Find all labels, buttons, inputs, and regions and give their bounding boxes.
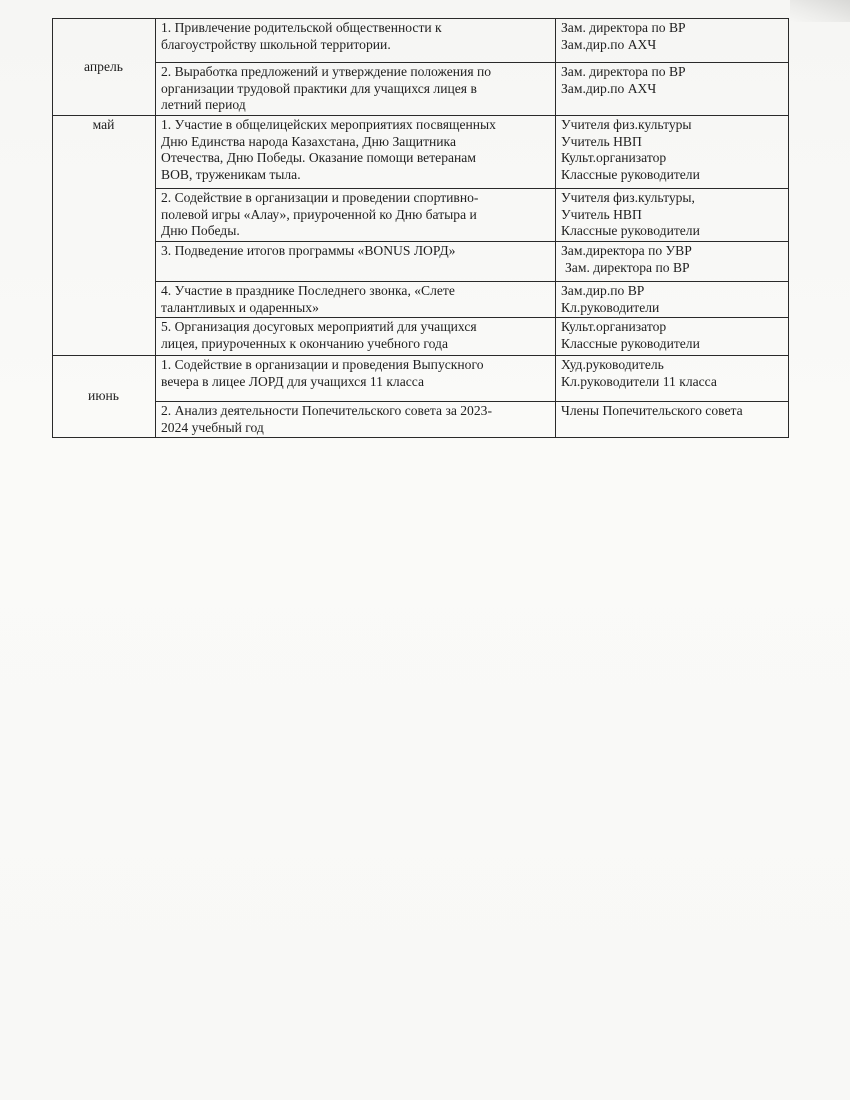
- responsible-line: Зам. директора по ВР: [565, 259, 690, 275]
- responsible-cell: [556, 242, 789, 282]
- event-cell: [156, 356, 556, 402]
- responsible-line: Учитель НВП: [561, 133, 642, 149]
- event-line: 1. Привлечение родительской общественности к: [161, 20, 442, 35]
- event-cell: [156, 189, 556, 242]
- responsible-line: Зам. директора по ВР: [561, 20, 686, 35]
- responsible-line: Худ.руководитель: [561, 357, 664, 372]
- event-line: 1. Участие в общелицейских мероприятиях посвященных: [161, 117, 496, 132]
- responsible-cell: [556, 189, 789, 242]
- table-row: [53, 116, 789, 189]
- event-line: 2. Содействие в организации и проведении спортивно-: [161, 190, 479, 205]
- responsible-cell: [556, 282, 789, 318]
- responsible-line: Классные руководители: [561, 335, 700, 351]
- responsible-line: Зам.директора по УВР: [561, 243, 692, 258]
- responsible-cell: [556, 19, 789, 63]
- event-line: благоустройству школьной территории.: [161, 36, 391, 52]
- month-cell-may: май: [53, 116, 156, 356]
- responsible-line: Культ.организатор: [561, 319, 667, 334]
- table-row: [53, 318, 789, 356]
- table-row: [53, 189, 789, 242]
- event-cell: [156, 116, 556, 189]
- event-cell: [156, 63, 556, 116]
- table-row: [53, 402, 789, 438]
- event-line: 3. Подведение итогов программы «BONUS ЛОРД»: [161, 243, 456, 258]
- event-line: ВОВ, труженикам тыла.: [161, 166, 301, 182]
- event-line: летний период: [161, 97, 246, 112]
- responsible-line: Зам.дир.по АХЧ: [561, 80, 657, 96]
- responsible-line: Классные руководители: [561, 166, 700, 182]
- event-line: талантливых и одаренных»: [161, 299, 319, 315]
- event-line: 4. Участие в празднике Последнего звонка, «Слете: [161, 283, 455, 298]
- event-cell: [156, 19, 556, 63]
- responsible-cell: [556, 318, 789, 356]
- event-line: Дню Единства народа Казахстана, Дню Защитника: [161, 133, 456, 149]
- table-row: [53, 63, 789, 116]
- month-cell-april: апрель: [53, 19, 156, 116]
- responsible-line: Члены Попечительского совета: [561, 403, 743, 418]
- activity-plan-table: [52, 18, 789, 438]
- event-line: вечера в лицее ЛОРД для учащихся 11 класса: [161, 373, 425, 389]
- event-cell: [156, 282, 556, 318]
- event-line: Отечества, Дню Победы. Оказание помощи ветеранам: [161, 150, 476, 165]
- responsible-line: Кл.руководители: [561, 299, 660, 315]
- event-line: Дню Победы.: [161, 223, 240, 238]
- responsible-cell: [556, 116, 789, 189]
- responsible-line: Зам. директора по ВР: [561, 64, 686, 79]
- event-cell: [156, 318, 556, 356]
- responsible-line: Зам.дир.по ВР: [561, 283, 645, 298]
- responsible-line: Зам.дир.по АХЧ: [561, 36, 657, 52]
- event-line: организации трудовой практики для учащихся лицея в: [161, 80, 477, 96]
- responsible-line: Кл.руководители 11 класса: [561, 373, 717, 389]
- responsible-line: Учителя физ.культуры,: [561, 190, 695, 205]
- month-cell-june: июнь: [53, 356, 156, 438]
- event-cell: [156, 242, 556, 282]
- table-row: [53, 282, 789, 318]
- responsible-line: Учителя физ.культуры: [561, 117, 692, 132]
- event-line: 5. Организация досуговых мероприятий для учащихся: [161, 319, 477, 334]
- responsible-cell: [556, 63, 789, 116]
- table-row: [53, 242, 789, 282]
- table-row: [53, 19, 789, 63]
- event-line: 2. Анализ деятельности Попечительского совета за 2023-: [161, 403, 492, 418]
- event-line: 2. Выработка предложений и утверждение положения по: [161, 64, 492, 79]
- event-line: полевой игры «Алау», приуроченной ко Дню батыра и: [161, 206, 477, 222]
- responsible-line: Учитель НВП: [561, 206, 642, 222]
- responsible-line: Классные руководители: [561, 223, 700, 238]
- responsible-cell: [556, 356, 789, 402]
- event-line: лицея, приуроченных к окончанию учебного года: [161, 335, 448, 351]
- page-corner-shadow: [790, 0, 850, 22]
- event-line: 1. Содействие в организации и проведения Выпускного: [161, 357, 484, 372]
- responsible-line: Культ.организатор: [561, 150, 667, 165]
- table-row: [53, 356, 789, 402]
- event-line: 2024 учебный год: [161, 419, 264, 435]
- responsible-cell: [556, 402, 789, 438]
- event-cell: [156, 402, 556, 438]
